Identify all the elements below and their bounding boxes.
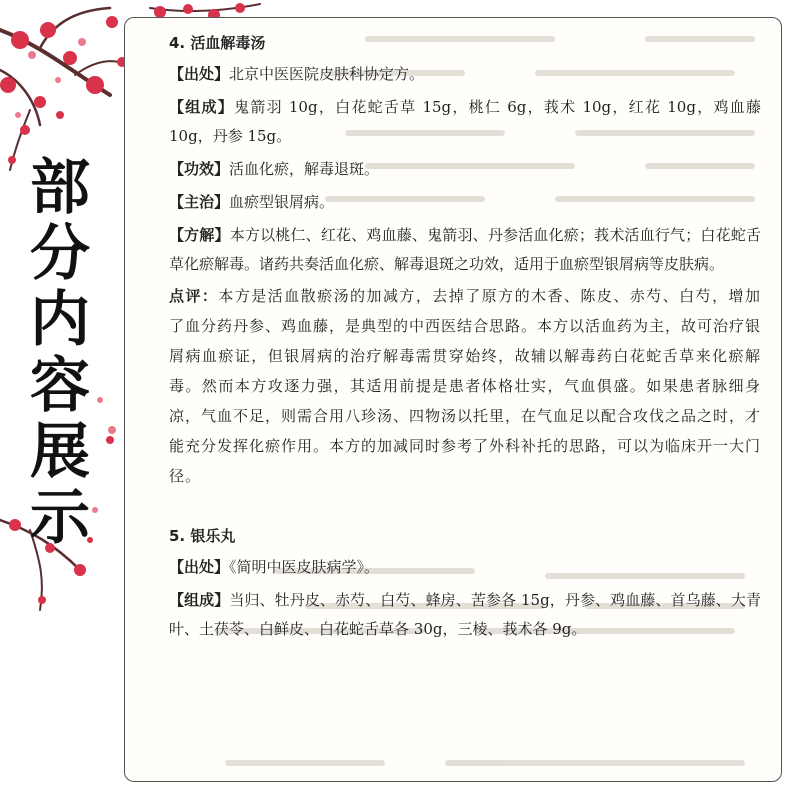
comment-paragraph xyxy=(169,281,761,491)
side-title-char: 分 xyxy=(30,219,90,289)
efficacy-paragraph xyxy=(169,155,761,184)
explanation-text: 本方以桃仁、红花、鸡血藤、鬼箭羽、丹参活血化瘀；莪术活血行气；白花蛇舌草化瘀解毒。诸药共奏活血化瘀、解毒退斑之功效，适用于血瘀型银屑病等皮肤病。 xyxy=(169,226,761,273)
indication-paragraph xyxy=(169,188,761,217)
source-paragraph xyxy=(169,553,761,582)
side-title xyxy=(22,155,98,551)
comment-label: 点评： xyxy=(169,287,219,305)
composition-label: 【组成】 xyxy=(169,591,230,609)
side-title-char: 展 xyxy=(30,417,90,487)
explanation-label: 【方解】 xyxy=(169,226,230,244)
source-paragraph xyxy=(169,60,761,89)
comment-text: 本方是活血散瘀汤的加减方，去掉了原方的木香、陈皮、赤芍、白芍，增加了血分药丹参、鸡血藤，是典型的中西医结合思路。本方以活血药为主，故可治疗银屑病血瘀证，但银屑病的治疗解毒需贯穿始终，故辅以解毒药白花蛇舌草来化瘀解毒。然而本方攻逐力强，其适用前提是患者体格壮实，气血俱盛。如果患者脉细身凉，气血不足，则需合用八珍汤、四物汤以托里，在气血足以配合攻伐之品之时，才能充分发挥化瘀作用。本方的加减同时参考了外科补托的思路，可以为临床开一大门径。 xyxy=(169,287,762,485)
source-text: 北京中医医院皮肤科协定方。 xyxy=(229,65,425,83)
explanation-paragraph xyxy=(169,221,761,279)
source-label: 【出处】 xyxy=(169,65,230,83)
side-title-char: 示 xyxy=(30,483,90,553)
side-title-char: 容 xyxy=(30,351,90,421)
composition-text: 当归、牡丹皮、赤芍、白芍、蜂房、苦参各 15g，丹参、鸡血藤、首乌藤、大青叶、土茯苓、白鲜皮、白花蛇舌草各 30g，三棱、莪术各 9g。 xyxy=(169,591,761,638)
page-content xyxy=(169,30,761,644)
composition-paragraph xyxy=(169,93,761,151)
source-label: 【出处】 xyxy=(169,558,230,576)
section-title: 4. 活血解毒汤 xyxy=(169,34,266,52)
indication-text: 血瘀型银屑病。 xyxy=(229,193,335,211)
composition-text: 鬼箭羽 10g，白花蛇舌草 15g，桃仁 6g，莪术 10g，红花 10g，鸡血藤 10g，丹参 15g。 xyxy=(169,98,761,145)
composition-label: 【组成】 xyxy=(169,98,235,116)
section-title: 5. 银乐丸 xyxy=(169,527,236,545)
source-text: 《简明中医皮肤病学》。 xyxy=(229,558,380,576)
side-title-char: 部 xyxy=(30,153,90,223)
indication-label: 【主治】 xyxy=(169,193,230,211)
side-title-char: 内 xyxy=(30,285,90,355)
book-page xyxy=(124,17,782,782)
composition-paragraph xyxy=(169,586,761,644)
efficacy-label: 【功效】 xyxy=(169,160,230,178)
efficacy-text: 活血化瘀，解毒退斑。 xyxy=(229,160,380,178)
